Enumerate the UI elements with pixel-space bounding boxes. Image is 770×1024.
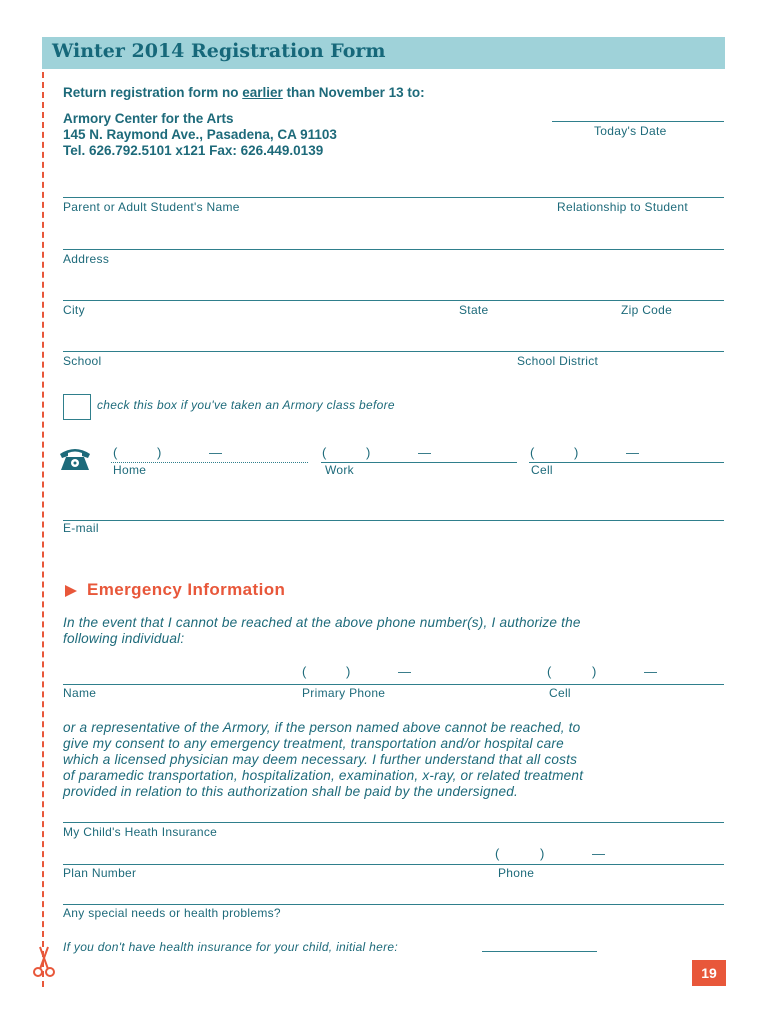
plan-phone-label: Phone: [498, 866, 535, 880]
parent-name-field[interactable]: [63, 197, 724, 198]
work-dash: —: [418, 445, 431, 460]
home-label: Home: [113, 463, 147, 477]
plan-number-label: Plan Number: [63, 866, 137, 880]
address-label: Address: [63, 252, 110, 266]
email-field[interactable]: [63, 520, 724, 521]
org-name: Armory Center for the Arts: [63, 111, 234, 126]
home-dash: —: [209, 445, 222, 460]
relationship-label: Relationship to Student: [557, 200, 688, 214]
home-paren-close: ): [157, 445, 162, 460]
emergency-cell-dash: —: [644, 664, 657, 679]
emergency-intro-line-1: In the event that I cannot be reached at the above phone number(s), I authorize the: [63, 615, 581, 630]
emergency-cell-label: Cell: [549, 686, 571, 700]
state-label: State: [459, 303, 489, 317]
plan-number-field[interactable]: [63, 864, 724, 865]
cell-label: Cell: [531, 463, 553, 477]
cell-paren-close: ): [574, 445, 579, 460]
emergency-name-label: Name: [63, 686, 97, 700]
cell-dash: —: [626, 445, 639, 460]
work-paren-close: ): [366, 445, 371, 460]
emergency-cell-paren-open: (: [547, 664, 552, 679]
plan-paren-close: ): [540, 846, 545, 861]
address-field[interactable]: [63, 249, 724, 250]
consent-line: of paramedic transportation, hospitalization, examination, x-ray, or related treatment: [63, 768, 584, 783]
parent-name-label: Parent or Adult Student's Name: [63, 200, 240, 214]
return-suffix: than November 13 to:: [282, 85, 425, 100]
emergency-cell-paren-close: ): [592, 664, 597, 679]
return-instructions: [63, 85, 425, 100]
city-state-zip-field[interactable]: [63, 300, 724, 301]
zip-label: Zip Code: [621, 303, 673, 317]
school-label: School: [63, 354, 102, 368]
consent-paragraph: [63, 720, 733, 800]
no-insurance-label: If you don't have health insurance for your child, initial here:: [63, 940, 399, 954]
emergency-intro-line-2: following individual:: [63, 631, 185, 646]
emergency-heading: Emergency Information: [87, 580, 286, 599]
school-district-label: School District: [517, 354, 599, 368]
city-label: City: [63, 303, 85, 317]
work-label: Work: [325, 463, 354, 477]
initial-field[interactable]: [482, 951, 597, 952]
telephone-icon: [58, 444, 92, 472]
special-needs-field[interactable]: [63, 904, 724, 905]
consent-line: give my consent to any emergency treatment, transportation and/or hospital care: [63, 736, 564, 751]
todays-date-field[interactable]: [552, 121, 724, 122]
org-contact: Tel. 626.792.5101 x121 Fax: 626.449.0139: [63, 143, 324, 158]
school-field[interactable]: [63, 351, 724, 352]
home-paren-open: (: [113, 445, 118, 460]
email-label: E-mail: [63, 521, 99, 535]
triangle-right-icon: [64, 584, 78, 598]
cell-paren-open: (: [530, 445, 535, 460]
cut-line: [42, 72, 44, 987]
armory-class-checkbox[interactable]: [63, 394, 91, 420]
return-underlined: earlier: [242, 85, 283, 100]
insurance-field[interactable]: [63, 822, 724, 823]
return-prefix: Return registration form no: [63, 85, 243, 100]
form-title: Winter 2014 Registration Form: [52, 40, 386, 62]
insurance-label: My Child's Heath Insurance: [63, 825, 218, 839]
cell-phone-field[interactable]: [529, 462, 724, 463]
emergency-intro: [63, 615, 733, 647]
checkbox-label: check this box if you've taken an Armory class before: [97, 398, 395, 412]
page-number: 19: [692, 960, 726, 986]
plan-paren-open: (: [495, 846, 500, 861]
primary-phone-label: Primary Phone: [302, 686, 386, 700]
primary-paren-open: (: [302, 664, 307, 679]
special-needs-label: Any special needs or health problems?: [63, 906, 281, 920]
todays-date-label: Today's Date: [594, 124, 667, 138]
work-paren-open: (: [322, 445, 327, 460]
org-street: 145 N. Raymond Ave., Pasadena, CA 91103: [63, 127, 337, 142]
plan-dash: —: [592, 846, 605, 861]
consent-line: or a representative of the Armory, if the person named above cannot be reached, to: [63, 720, 581, 735]
primary-paren-close: ): [346, 664, 351, 679]
emergency-contact-field[interactable]: [63, 684, 724, 685]
scissors-icon: [32, 945, 56, 979]
primary-dash: —: [398, 664, 411, 679]
consent-line: which a licensed physician may deem necessary. I further understand that all costs: [63, 752, 578, 767]
consent-line: provided in relation to this authorization shall be paid by the undersigned.: [63, 784, 519, 799]
